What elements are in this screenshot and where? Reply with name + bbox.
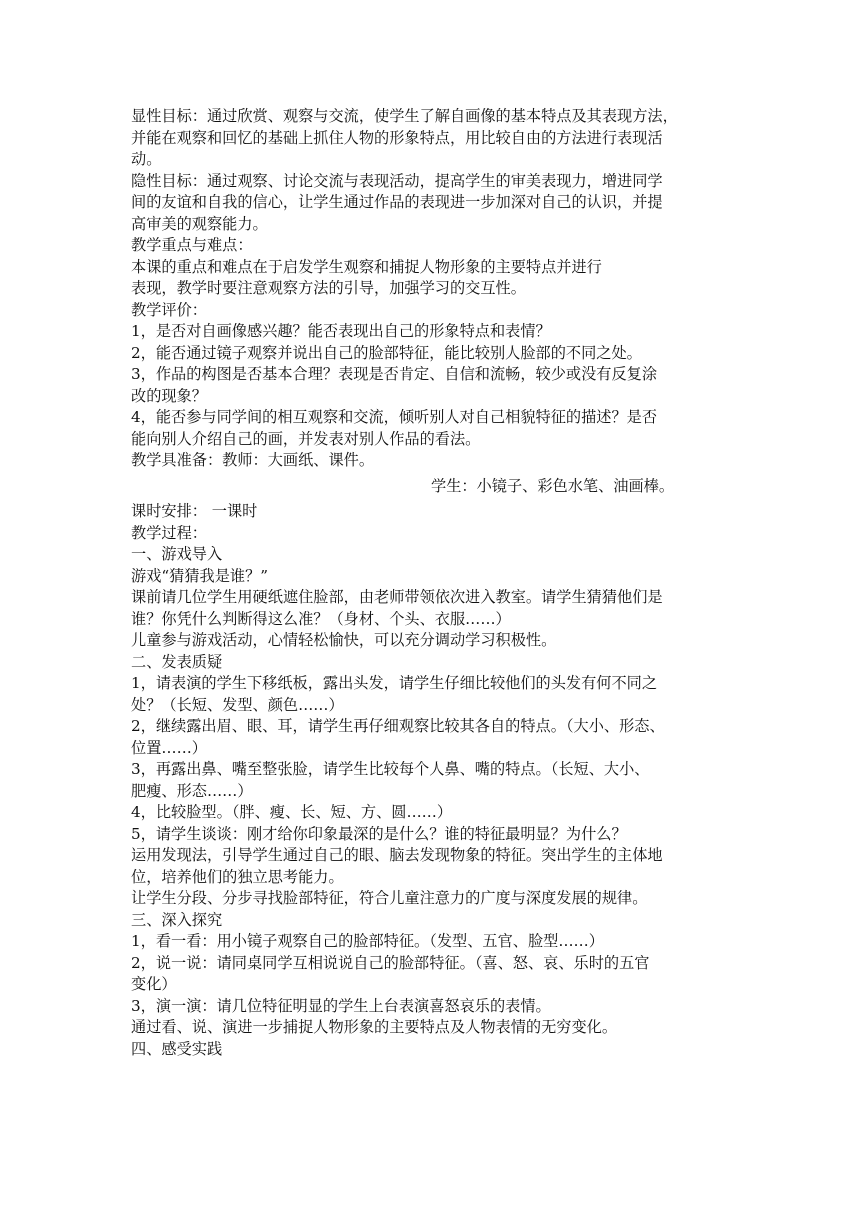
text-line: 教学具准备：教师：大画纸、课件。 xyxy=(131,451,374,469)
text-line: 课时安排： 一课时 xyxy=(131,502,258,520)
text-line: 谁？你凭什么判断得这么准？（身材、个头、衣服……） xyxy=(131,609,511,628)
list-item: 2，能否通过镜子观察并说出自己的脸部特征，能比较别人脸部的不同之处。 xyxy=(131,343,642,362)
list-item: 1，是否对自画像感兴趣？能否表现出自己的形象特点和表情？ xyxy=(131,322,551,340)
text-line: 能向别人介绍自己的画，并发表对别人作品的看法。 xyxy=(131,429,481,448)
list-item: 3，再露出鼻、嘴至整张脸，请学生比较每个人鼻、嘴的特点。（长短、大小、 xyxy=(131,760,650,778)
text-line: 动。 xyxy=(131,150,162,168)
list-item: 4，能否参与同学间的相互观察和交流，倾听别人对自己相貌特征的描述？是否 xyxy=(131,408,658,426)
text-line: 高审美的观察能力。 xyxy=(131,214,268,233)
section-heading: 四、感受实践 xyxy=(131,1039,223,1058)
list-item: 1，请表演的学生下移纸板，露出头发，请学生仔细比较他们的头发有何不同之 xyxy=(131,674,658,692)
section-heading: 一、游戏导入 xyxy=(131,545,223,563)
section-heading: 教学重点与难点： xyxy=(131,236,253,254)
text-line: 隐性目标：通过观察、讨论交流与表现活动，提高学生的审美表现力，增进同学 xyxy=(131,171,663,190)
list-item: 1，看一看：用小镜子观察自己的脸部特征。（发型、五官、脸型……） xyxy=(131,932,604,950)
text-line: 课前请几位学生用硬纸遮住脸部，由老师带领依次进入教室。请学生猜猜他们是 xyxy=(131,588,663,606)
section-heading: 教学过程： xyxy=(131,523,207,542)
text-line: 位，培养他们的独立思考能力。 xyxy=(131,867,344,886)
document-page xyxy=(131,106,731,1060)
list-item: 4，比较脸型。（胖、瘦、长、短、方、圆……） xyxy=(131,803,453,821)
text-line: 肥瘦、形态……） xyxy=(131,781,253,800)
section-heading: 二、发表质疑 xyxy=(131,652,223,671)
list-item: 2，继续露出眉、眼、耳，请学生再仔细观察比较其各自的特点。（大小、形态、 xyxy=(131,717,665,735)
text-line: 游戏“猜猜我是谁？” xyxy=(131,566,269,585)
text-line: 位置……） xyxy=(131,738,207,757)
list-item: 3，作品的构图是否基本合理？表现是否肯定、自信和流畅，较少或没有反复涂 xyxy=(131,365,658,383)
text-line: 变化） xyxy=(131,975,177,993)
text-line: 儿童参与游戏活动，心情轻松愉快，可以充分调动学习积极性。 xyxy=(131,631,557,649)
text-line: 学生：小镜子、彩色水笔、油画棒。 xyxy=(431,476,674,495)
list-item: 2，说一说：请同桌同学互相说说自己的脸部特征。（喜、怒、哀、乐时的五官 xyxy=(131,953,650,972)
section-heading: 三、深入探究 xyxy=(131,910,223,929)
text-line: 本课的重点和难点在于启发学生观察和捕捉人物形象的主要特点并进行 xyxy=(131,257,602,276)
text-line: 运用发现法，引导学生通过自己的眼、脑去发现物象的特征。突出学生的主体地 xyxy=(131,846,663,864)
text-line: 处？（长短、发型、颜色……） xyxy=(131,695,344,714)
text-line: 改的现象？ xyxy=(131,386,207,405)
list-item: 5，请学生谈谈：刚才给你印象最深的是什么？谁的特征最明显？为什么？ xyxy=(131,824,627,843)
text-line: 间的友谊和自我的信心，让学生通过作品的表现进一步加深对自己的认识，并提 xyxy=(131,193,663,211)
section-heading: 教学评价： xyxy=(131,300,207,319)
text-line: 表现，教学时要注意观察方法的引导，加强学习的交互性。 xyxy=(131,279,526,297)
text-line: 并能在观察和回忆的基础上抓住人物的形象特点，用比较自由的方法进行表现活 xyxy=(131,128,663,147)
text-line: 显性目标：通过欣赏、观察与交流，使学生了解自画像的基本特点及其表现方法， xyxy=(131,107,678,125)
text-line: 通过看、说、演进一步捕捉人物形象的主要特点及人物表情的无穷变化。 xyxy=(131,1018,617,1036)
list-item: 3，演一演：请几位特征明显的学生上台表演喜怒哀乐的表情。 xyxy=(131,996,551,1015)
text-line: 让学生分段、分步寻找脸部特征，符合儿童注意力的广度与深度发展的规律。 xyxy=(131,889,648,907)
